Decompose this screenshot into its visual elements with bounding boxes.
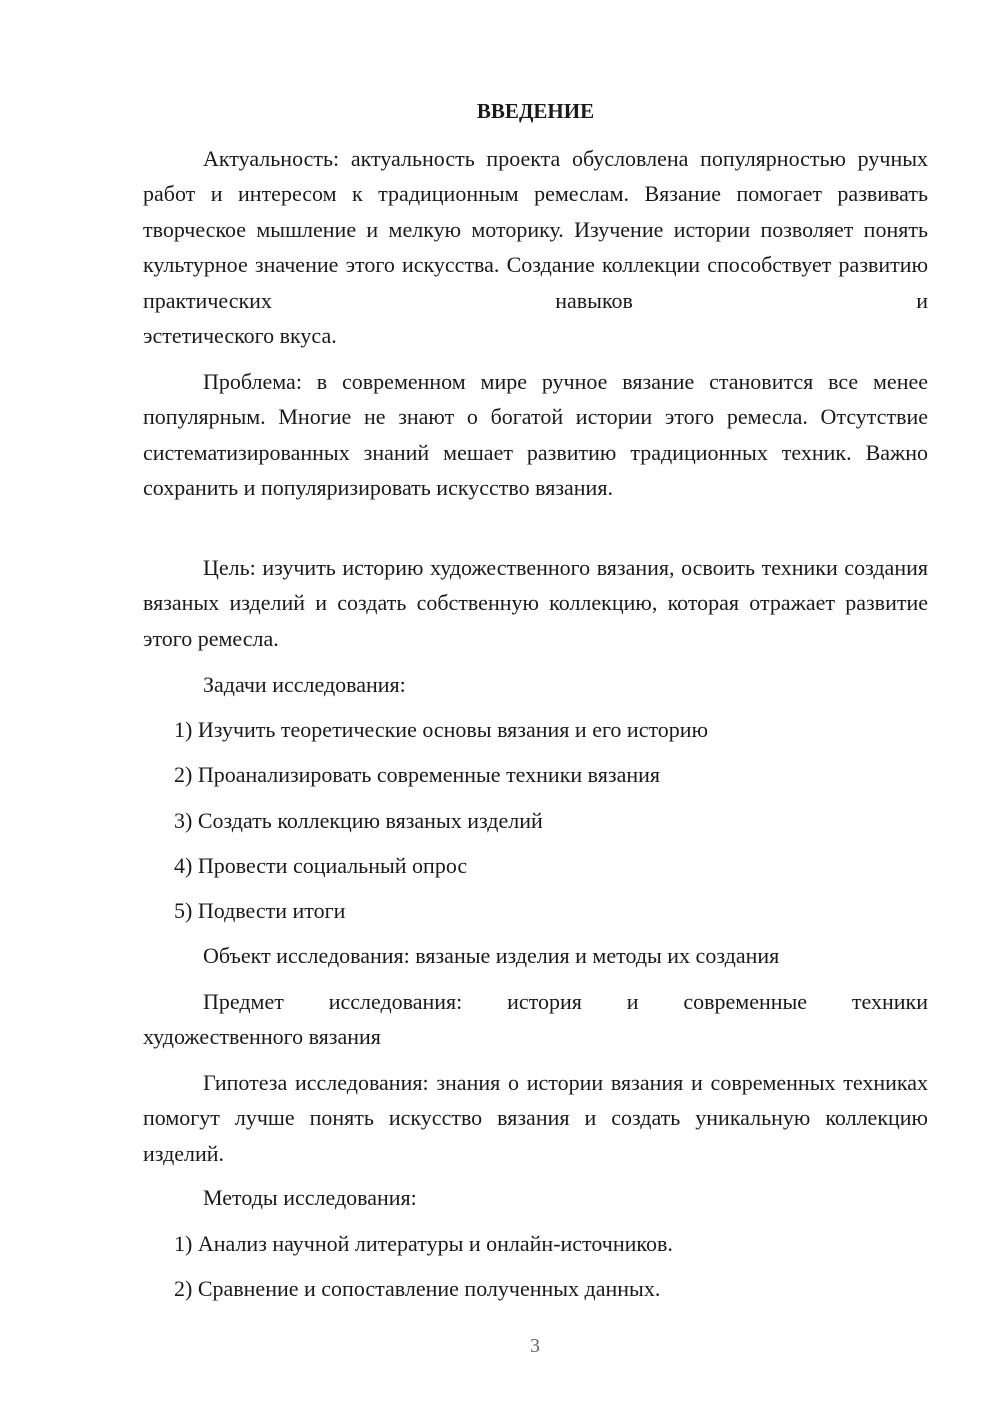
relevance-text: Актуальность: актуальность проекта обусловлена популярностью ручных работ и интересом к традиционным ремеслам. Вязание помогает развивать творческое мышление и мелкую моторику. Изучение истории позволяет понять культурное значение этого искусства. Создание коллекции способствует развитию практических навыков и	[143, 146, 928, 313]
page-title: ВВЕДЕНИЕ	[476, 99, 595, 123]
goal-paragraph: Цель: изучить историю художественного вязания, освоить техники создания вязаных изделий и создать собственную коллекцию, которая отражает развитие этого ремесла.	[143, 555, 928, 651]
list-item: 2) Сравнение и сопоставление полученных данных.	[174, 1276, 661, 1301]
hypothesis-paragraph: Гипотеза исследования: знания о истории вязания и современных техниках помогут лучше понять искусство вязания и создать уникальную коллекцию изделий.	[143, 1070, 928, 1166]
list-item: 1) Изучить теоретические основы вязания и его историю	[174, 717, 709, 742]
list-item: 3) Создать коллекцию вязаных изделий	[174, 808, 543, 833]
object-paragraph: Объект исследования: вязаные изделия и методы их создания	[203, 943, 780, 968]
page-number: 3	[530, 1335, 540, 1357]
subject-text-end: художественного вязания	[143, 1024, 381, 1049]
tasks-heading: Задачи исследования:	[203, 672, 406, 697]
subject-text: Предмет исследования: история и современные техники	[203, 989, 928, 1014]
list-item: 2) Проанализировать современные техники вязания	[174, 762, 660, 787]
methods-heading: Методы исследования:	[203, 1185, 417, 1210]
list-item: 1) Анализ научной литературы и онлайн-источников.	[174, 1231, 673, 1256]
list-item: 4) Провести социальный опрос	[174, 853, 468, 878]
problem-paragraph: Проблема: в современном мире ручное вязание становится все менее популярным. Многие не знают о богатой истории этого ремесла. Отсутствие систематизированных знаний мешает развитию традиционных техник. Важно сохранить и популяризировать искусство вязания.	[143, 369, 928, 501]
list-item: 5) Подвести итоги	[174, 898, 346, 923]
relevance-text-end: эстетического вкуса.	[143, 323, 337, 348]
